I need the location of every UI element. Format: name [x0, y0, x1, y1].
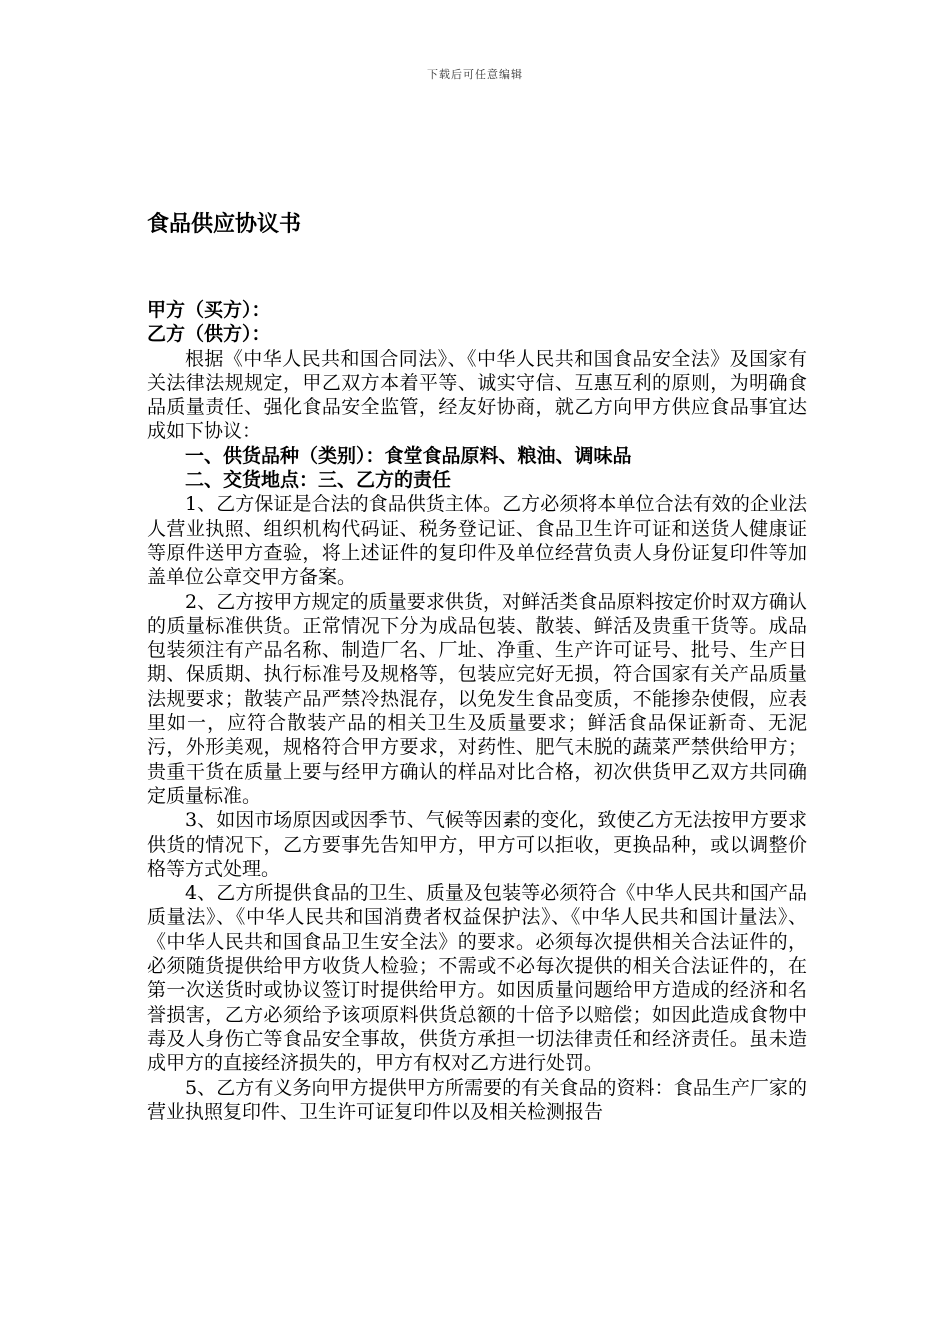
- document-title: 食品供应协议书: [147, 212, 302, 237]
- document-body: [147, 298, 807, 1124]
- clause-paragraph-5: 5、乙方有义务向甲方提供甲方所需要的有关食品的资料：食品生产厂家的营业执照复印件、卫生许可证复印件以及相关检测报告: [147, 1076, 807, 1123]
- clause-paragraph-1: 1、乙方保证是合法的食品供货主体。乙方必须将本单位合法有效的企业法人营业执照、组织机构代码证、税务登记证、食品卫生许可证和送货人健康证等原件送甲方查验，将上述证件的复印件及单位经营负责人身份证复印件等加盖单位公章交甲方备案。: [147, 493, 807, 589]
- section-heading-supply-category: 一、供货品种（类别）：食堂食品原料、粮油、调味品: [185, 444, 632, 467]
- clause-paragraph-2: 2、乙方按甲方规定的质量要求供货，对鲜活类食品原料按定价时双方确认的质量标准供货。正常情况下分为成品包装、散装、鲜活及贵重干货等。成品包装须注有产品名称、制造厂名、厂址、净重、生产许可证号、批号、生产日期、保质期、执行标准号及规格等，包装应完好无损，符合国家有关产品质量法规要求；散装产品严禁冷热混存，以免发生食品变质，不能掺杂使假，应表里如一，应符合散装产品的相关卫生及质量要求；鲜活食品保证新奇、无泥污，外形美观，规格符合甲方要求，对药性、肥气未脱的蔬菜严禁供给甲方；贵重干货在质量上要与经甲方确认的样品对比合格，初次供货甲乙双方共同确定质量标准。: [147, 590, 807, 807]
- section-heading-delivery-location: 二、交货地点：三、乙方的责任: [185, 469, 452, 492]
- clause-paragraph-4: 4、乙方所提供食品的卫生、质量及包装等必须符合《中华人民共和国产品质量法》、《中华人民共和国消费者权益保护法》、《中华人民共和国计量法》、《中华人民共和国食品卫生安全法》的要求。必须每次提供相关合法证件的，必须随货提供给甲方收货人检验；不需或不必每次提供的相关合法证件的，在第一次送货时或协议签订时提供给甲方。如因质量问题给甲方造成的经济和名誉损害，乙方必须给予该项原料供货总额的十倍予以赔偿；如因此造成食物中毒及人身伤亡等食品安全事故，供货方承担一切法律责任和经济责任。虽未造成甲方的直接经济损失的，甲方有权对乙方进行处罚。: [147, 882, 807, 1075]
- party-a-line: 甲方（买方）：: [147, 299, 271, 321]
- intro-paragraph: 根据《中华人民共和国合同法》、《中华人民共和国食品安全法》及国家有关法律法规规定，甲乙双方本着平等、诚实守信、互惠互利的原则，为明确食品质量责任、强化食品安全监管，经友好协商，就乙方向甲方供应食品事宜达成如下协议：: [147, 347, 807, 443]
- page-header-note: 下载后可任意编辑: [427, 68, 523, 81]
- clause-paragraph-3: 3、如因市场原因或因季节、气候等因素的变化，致使乙方无法按甲方要求供货的情况下，乙方要事先告知甲方，甲方可以拒收，更换品种，或以调整价格等方式处理。: [147, 809, 807, 880]
- party-b-line: 乙方（供方）：: [147, 323, 271, 346]
